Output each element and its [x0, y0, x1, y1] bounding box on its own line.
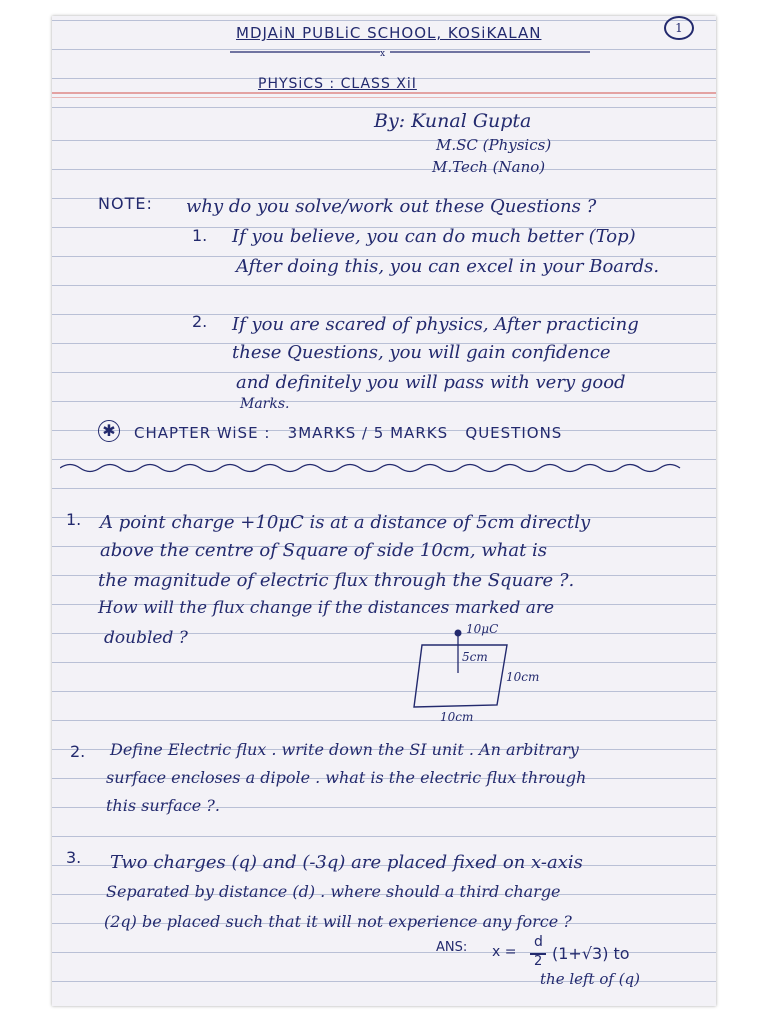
note-point-2-line-2: these Questions, you will gain confidence	[232, 342, 611, 363]
figure-charge-label: 10μC	[466, 622, 499, 636]
square-charge-diagram	[402, 621, 572, 721]
note-question: why do you solve/work out these Questions ?	[186, 196, 597, 217]
figure-side-label: 10cm	[506, 670, 540, 684]
question-1-line-5: doubled ?	[104, 628, 188, 648]
question-3-line-1: Two charges (q) and (-3q) are placed fixed on x-axis	[110, 852, 583, 873]
chapter-heading: CHAPTER WiSE : 3MARKS / 5 MARKS QUESTIONS	[134, 424, 563, 442]
question-1-number: 1.	[66, 510, 82, 529]
question-3-line-3: (2q) be placed such that it will not experience any force ?	[104, 912, 572, 931]
header-underline	[230, 46, 590, 58]
answer-expression-left: x =	[492, 944, 517, 960]
notebook-page	[52, 16, 716, 1006]
subject-title: PHYSiCS : CLASS XiI	[258, 76, 417, 92]
question-3-line-2: Separated by distance (d) . where should a third charge	[106, 882, 561, 901]
question-2-line-2: surface encloses a dipole . what is the electric flux through	[106, 768, 587, 787]
note-point-2-line-1: If you are scared of physics, After practicing	[232, 314, 639, 335]
answer-label: ANS:	[436, 940, 468, 955]
author-name: By: Kunal Gupta	[374, 110, 532, 132]
note-point-1-line-2: After doing this, you can excel in your Boards.	[236, 256, 660, 277]
question-2-line-3: this surface ?.	[106, 796, 220, 815]
note-label: NOTE:	[98, 194, 153, 213]
svg-text:x: x	[380, 49, 386, 58]
answer-fraction-denominator: 2	[534, 954, 543, 969]
figure-bottom-label: 10cm	[440, 710, 474, 724]
note-point-1-line-1: If you believe, you can do much better (Top)	[232, 226, 636, 247]
question-1-line-4: How will the flux change if the distances marked are	[98, 598, 555, 618]
margin-line	[52, 92, 716, 94]
answer-line-2: the left of (q)	[540, 970, 641, 988]
question-1-line-3: the magnitude of electric flux through the Square ?.	[98, 570, 575, 591]
question-1-line-2: above the centre of Square of side 10cm, what is	[100, 540, 548, 561]
question-2-line-1: Define Electric flux . write down the SI unit . An arbitrary	[110, 740, 579, 759]
author-qualification-2: M.Tech (Nano)	[432, 158, 546, 176]
figure-height-label: 5cm	[462, 650, 488, 664]
answer-expression-right: (1+√3) to	[552, 944, 630, 963]
school-name: MDJAiN PUBLiC SCHOOL, KOSiKALAN	[236, 24, 542, 42]
note-point-2-line-4: Marks.	[240, 396, 290, 412]
page-number: 1	[664, 16, 694, 40]
margin-line-secondary	[52, 97, 716, 98]
note-point-2-number: 2.	[192, 312, 208, 331]
answer-fraction-numerator: d	[534, 934, 543, 950]
note-point-2-line-3: and definitely you will pass with very good	[236, 372, 626, 393]
chapter-star-icon: ✱	[98, 420, 120, 442]
question-1-line-1: A point charge +10μC is at a distance of 5cm directly	[100, 512, 591, 533]
wavy-divider	[60, 460, 700, 474]
author-qualification-1: M.SC (Physics)	[436, 136, 552, 154]
question-2-number: 2.	[70, 742, 86, 761]
question-3-number: 3.	[66, 848, 82, 867]
note-point-1-number: 1.	[192, 226, 208, 245]
